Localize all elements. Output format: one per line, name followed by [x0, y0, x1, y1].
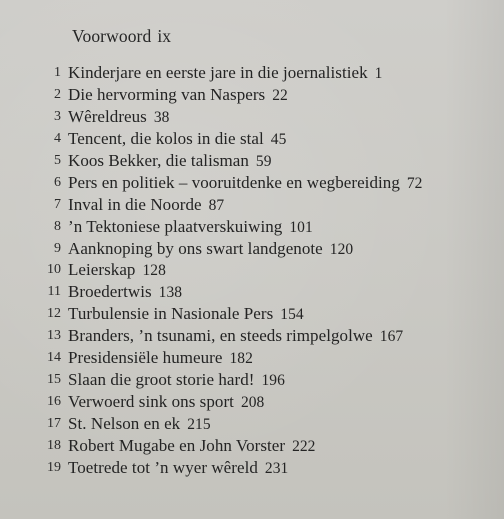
- chapter-page-number: 72: [406, 174, 423, 192]
- chapter-entry-text: [68, 369, 285, 392]
- chapter-page-number: 1: [374, 65, 383, 82]
- chapter-entry-text: [68, 194, 224, 217]
- chapter-page-number: 22: [272, 86, 288, 104]
- chapter-page-number: 87: [208, 196, 225, 214]
- chapter-page-number: 120: [329, 240, 354, 258]
- chapter-entry-text: [68, 216, 313, 239]
- chapter-entry-text: [68, 62, 382, 85]
- chapter-title: Verwoerd sink ons sport: [68, 392, 234, 412]
- chapter-entry-text: [68, 150, 272, 173]
- chapter-page-number: 222: [292, 437, 316, 455]
- chapter-title: Die hervorming van Naspers: [68, 84, 266, 104]
- chapter-entry-text: [68, 391, 264, 414]
- chapter-title: Tencent, die kolos in die stal: [68, 128, 264, 148]
- chapter-page-number: 38: [153, 108, 170, 126]
- preface-page-number: ix: [157, 26, 172, 46]
- chapter-title: Turbulensie in Nasionale Pers: [68, 304, 274, 324]
- toc-heading-preface: [72, 26, 171, 47]
- chapter-page-number: 59: [255, 152, 272, 170]
- chapter-page-number: 208: [240, 394, 265, 412]
- chapter-page-number: 128: [142, 262, 166, 280]
- chapter-title: Leierskap: [68, 260, 136, 280]
- chapter-entry-text: [68, 413, 211, 436]
- chapter-entry-text: [68, 259, 166, 282]
- chapter-page-number: 231: [264, 459, 289, 477]
- chapter-title: ’n Tektoniese plaatverskuiwing: [68, 216, 283, 236]
- chapter-entry-text: [68, 172, 422, 195]
- chapter-entry-text: [68, 347, 253, 370]
- chapter-page-number: 167: [379, 328, 404, 346]
- chapter-entry-text: [68, 238, 353, 261]
- chapter-entry-text: [68, 303, 304, 326]
- chapter-entry-text: [68, 106, 169, 129]
- chapter-page-number: 215: [187, 416, 211, 433]
- chapter-entry-text: [68, 281, 182, 304]
- chapter-entry-text: [68, 84, 288, 107]
- book-page: Voorwoord ix 1 Kinderjare en eerste jare in die joernalistiek 1 2 Die hervorming van Naspers 22 3 Wêreldreus 38 4 Tencent, die kolos in die stal 45 5 Koos Bekker, die talisman 59 6 Pers en politiek – vooruitdenke en wegbereiding 72 7 Inval in die Noorde 87 8 ’n Tektoniese plaatverskuiwing 101 9 Aanknoping by ons swart landgenote 120 10 Leierskap 128 11 Broedertwis 138 12 Turbulensie in Nasionale Pers 154 13 Branders, ’n tsunami, en steeds rimpelgolwe 167 14 Presidensiële humeure 182 15 Slaan die groot storie hard! 196 16 Verwoerd sink ons sport 208 17 St. Nelson en ek 215 18 Robert Mugabe en John Vorster 222 19 Toetrede tot ’n wyer wêreld 231: [0, 0, 504, 519]
- chapter-title: Koos Bekker, die talisman: [68, 150, 249, 170]
- chapter-title: Toetrede tot ’n wyer wêreld: [68, 457, 258, 477]
- chapter-page-number: 138: [158, 284, 183, 302]
- preface-title: Voorwoord: [72, 26, 152, 46]
- chapter-entry-text: [68, 457, 288, 480]
- chapter-title: Slaan die groot storie hard!: [68, 370, 255, 390]
- chapter-page-number: 45: [270, 130, 287, 148]
- chapter-page-number: 196: [261, 372, 285, 390]
- chapter-title: Inval in die Noorde: [68, 194, 202, 214]
- chapter-title: Presidensiële humeure: [68, 348, 223, 368]
- chapter-title: Broedertwis: [68, 282, 152, 302]
- chapter-title: Branders, ’n tsunami, en steeds rimpelgolwe: [68, 326, 373, 346]
- chapter-page-number: 101: [289, 218, 313, 236]
- chapter-entry-text: [68, 435, 315, 458]
- chapter-title: St. Nelson en ek: [68, 414, 181, 433]
- chapter-title: Kinderjare en eerste jare in die joernalistiek: [68, 63, 368, 82]
- chapter-entry-text: [68, 128, 286, 151]
- chapter-title: Pers en politiek – vooruitdenke en wegbereiding: [68, 172, 400, 192]
- chapter-title: Robert Mugabe en John Vorster: [68, 435, 286, 455]
- chapter-entry-text: [68, 325, 403, 348]
- chapter-title: Aanknoping by ons swart landgenote: [68, 238, 323, 258]
- chapter-title: Wêreldreus: [68, 106, 147, 126]
- chapter-page-number: 154: [280, 306, 304, 324]
- chapter-page-number: 182: [229, 350, 253, 368]
